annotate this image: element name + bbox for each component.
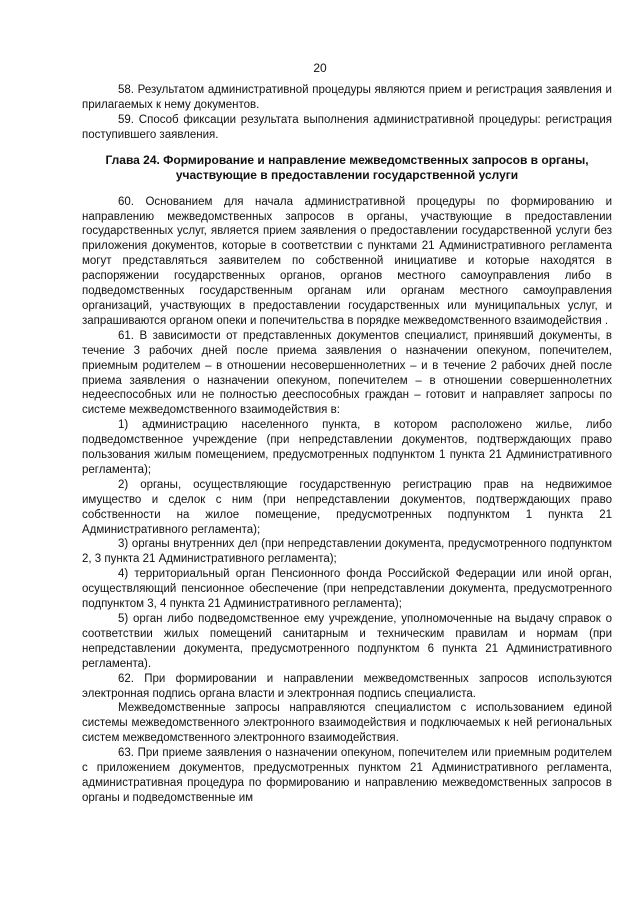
page-number: 20 — [313, 61, 327, 75]
paragraph-58: 58. Результатом административной процедуры являются прием и регистрация заявления и прилагаемых к нему документов. — [82, 84, 612, 111]
paragraph-62-continued: Межведомственные запросы направляются специалистом с использованием единой системы межведомственного электронного взаимодействия и подключаемых к ней региональных систем межведомственного электронного взаимодействия. — [82, 702, 612, 745]
paragraph-60: 60. Основанием для начала административной процедуры по формированию и направлению межведомственных запросов в органы, участвующие в предоставлении государственных услуг, является прием заявления о предоставлении государственной услуги без приложения документов, которые в соответствии с пунктами 21 Административного регламента могут представляться заявителем по собственной инициативе и которые находятся в распоряжении государственных органов, органов местного самоуправления либо в подведомственных государственным органам или органам местного самоуправления организаций, участвующих в предоставлении государственных или муниципальных услуг, и запрашиваются органом опеки и попечительства в порядке межведомственного взаимодействия . — [82, 195, 612, 327]
chapter-heading: Глава 24. Формирование и направление межведомственных запросов в органы, участвующие в предоставлении государственной услуги — [105, 152, 589, 182]
list-item-2: 2) органы, осуществляющие государственную регистрацию прав на недвижимое имущество и сделок с ним (при непредставлении документов, подтверждающих право собственности на жилое помещение, предусмотренных подпунктом 1 пункта 21 Административного регламента); — [82, 478, 612, 536]
list-item-3: 3) органы внутренних дел (при непредставлении документа, предусмотренного подпунктом 2, 3 пункта 21 Административного регламента); — [82, 538, 612, 566]
document-body — [82, 83, 612, 806]
paragraph-63: 63. При приеме заявления о назначении опекуном, попечителем или приемным родителем с приложением документов, предусмотренных пунктом 21 Административного регламента, административная процедура по формированию и направлению межведомственных запросов в органы и подведомственные им — [82, 747, 612, 804]
list-item-5: 5) орган либо подведомственное ему учреждение, уполномоченные на выдачу справок о соответствии жилых помещений санитарным и техническим правилам и нормам (при непредставлении документа, предусмотренного подпунктом 6 пункта 21 Административного регламента). — [82, 613, 612, 670]
paragraph-59: 59. Способ фиксации результата выполнения административной процедуры: регистрация поступившего заявления. — [82, 113, 612, 141]
paragraph-62: 62. При формировании и направлении межведомственных запросов используются электронная подпись органа власти и электронная подпись специалиста. — [82, 672, 612, 700]
paragraph-61: 61. В зависимости от представленных документов специалист, принявший документы, в течение 3 рабочих дней после приема заявления о назначении опекуном, попечителем, приемным родителем – в отношении несовершеннолетних – и в течение 2 рабочих дней после приема заявления о назначении опекуном, попечителем – в отношении совершеннолетних недееспособных или не полностью дееспособных граждан – готовит и направляет запросы по системе межведомственного взаимодействия в: — [82, 329, 612, 417]
list-item-1: 1) администрацию населенного пункта, в котором расположено жилье, либо подведомственное учреждение (при непредставлении документов, подтверждающих право пользования жилым помещением, предусмотренных подпунктом 1 пункта 21 Административного регламента); — [82, 419, 612, 476]
list-item-4: 4) территориальный орган Пенсионного фонда Российской Федерации или иной орган, осуществляющий пенсионное обеспечение (при непредставлении документа, предусмотренного подпунктом 3, 4 пункта 21 Административного регламента); — [82, 568, 612, 611]
